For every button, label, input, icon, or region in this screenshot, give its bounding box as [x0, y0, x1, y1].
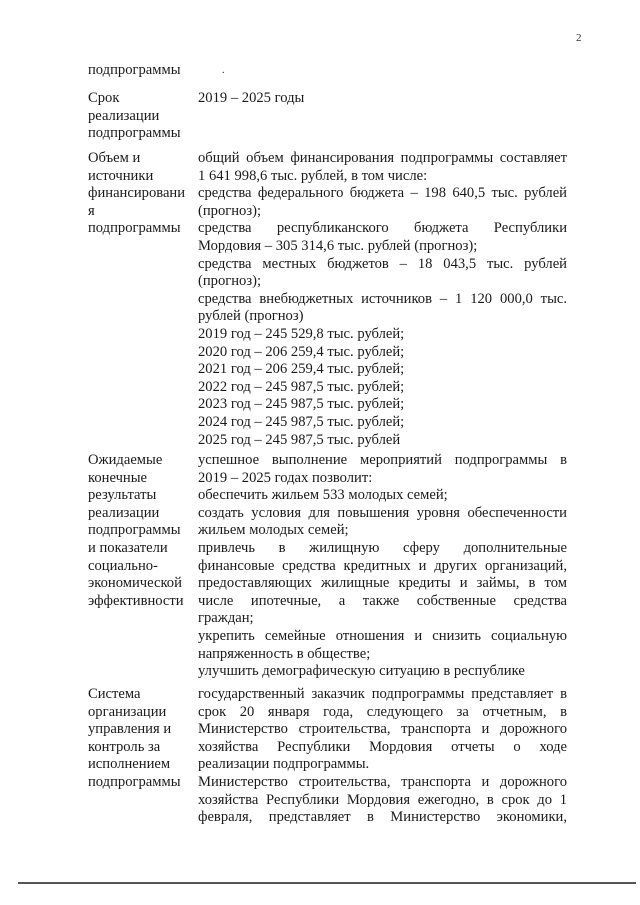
period-value-line: 2019 – 2025 годы [198, 90, 305, 106]
control-label-line: управления и [88, 721, 172, 738]
finance-year-line: 2024 год – 245 987,5 тыс. рублей; [198, 413, 405, 430]
cont-left [88, 62, 196, 80]
results-line: привлечь в жилищную сферу дополнительные [198, 539, 567, 556]
finance-line: средства республиканского бюджета Республики [198, 220, 567, 237]
control-label-line: контроль за [88, 738, 161, 755]
control-label-line: организации [88, 703, 167, 720]
results-line: создать условия для повышения уровня обеспеченности [198, 504, 567, 521]
finance-line: общий объем финансирования подпрограммы составляет [198, 150, 567, 166]
finance-year-line: 2020 год – 206 259,4 тыс. рублей; [198, 343, 405, 360]
cont-left-line: подпрограммы [88, 62, 181, 78]
results-line: улучшить демографическую ситуацию в республике [198, 663, 525, 680]
results-line: напряженность в обществе; [198, 645, 371, 662]
results-line: финансовые средства кредитных и других организаций, [198, 557, 567, 574]
results-line: укрепить семейные отношения и снизить социальную [198, 627, 567, 644]
finance-year-line: 2023 год – 245 987,5 тыс. рублей; [198, 396, 405, 413]
period-label [88, 90, 196, 143]
finance-text [198, 150, 567, 449]
finance-line: (прогноз); [198, 202, 262, 219]
control-line: срок 20 января года, следующего за отчетным, в [198, 703, 567, 720]
finance-line: (прогноз); [198, 273, 262, 290]
results-line: предоставляющих жилищные кредиты и займы, в том [198, 575, 567, 592]
results-label [88, 452, 196, 610]
results-label-line: подпрограммы [88, 522, 181, 539]
control-line: реализации подпрограммы. [198, 756, 370, 773]
finance-label-line: я [88, 202, 95, 219]
finance-line: средства внебюджетных источников – 1 120 000,0 тыс. [198, 290, 567, 307]
results-label-line: эффективности [88, 592, 184, 609]
results-line: числе ипотечные, а также собственные средства [198, 592, 567, 609]
control-label-line: подпрограммы [88, 773, 181, 790]
period-label-line: реализации [88, 107, 160, 124]
stray-mark: . [222, 65, 225, 76]
finance-label-line: Объем и [88, 150, 141, 166]
control-text [198, 686, 567, 827]
control-line: Министерство строительства, транспорта и дорожного [198, 721, 567, 738]
results-label-line: и показатели [88, 539, 168, 556]
results-label-line: результаты [88, 487, 157, 504]
results-line: обеспечить жильем 533 молодых семей; [198, 487, 448, 504]
results-line: жильем молодых семей; [198, 522, 349, 539]
finance-year-line: 2019 год – 245 529,8 тыс. рублей; [198, 325, 405, 342]
finance-label-line: источники [88, 167, 154, 184]
results-text [198, 452, 567, 681]
finance-line: средства федерального бюджета – 198 640,5 тыс. рублей [198, 185, 567, 202]
finance-year-line: 2022 год – 245 987,5 тыс. рублей; [198, 378, 405, 395]
control-label-line: исполнением [88, 756, 171, 773]
finance-year-line: 2021 год – 206 259,4 тыс. рублей; [198, 361, 405, 378]
control-line: хозяйства Республики Мордовия отчеты о ходе [198, 738, 567, 755]
control-line: Министерство строительства, транспорта и дорожного [198, 773, 567, 790]
control-line: государственный заказчик подпрограммы представляет в [198, 686, 567, 702]
period-value [198, 90, 567, 108]
finance-line: рублей (прогноз) [198, 308, 304, 325]
control-label-line: Система [88, 686, 141, 702]
results-label-line: социально- [88, 557, 158, 574]
period-label-line: Срок [88, 90, 120, 106]
finance-line: Мордовия – 305 314,6 тыс. рублей (прогноз); [198, 237, 478, 254]
finance-line: средства местных бюджетов – 18 043,5 тыс. рублей [198, 255, 567, 272]
finance-line: 1 641 998,6 тыс. рублей, в том числе: [198, 167, 428, 184]
control-line: февраля, представляет в Министерство экономики, [198, 809, 567, 826]
results-line: граждан; [198, 610, 254, 627]
results-label-line: конечные [88, 469, 148, 486]
finance-label-line: подпрограммы [88, 220, 181, 237]
scan-edge-line [18, 882, 636, 884]
finance-year-line: 2025 год – 245 987,5 тыс. рублей [198, 431, 401, 448]
control-line: хозяйства Республики Мордовия ежегодно, в срок до 1 [198, 791, 567, 808]
results-line: успешное выполнение мероприятий подпрограммы в [198, 452, 567, 468]
results-label-line: экономической [88, 575, 182, 592]
control-label [88, 686, 196, 792]
finance-label [88, 150, 196, 238]
results-label-line: Ожидаемые [88, 452, 163, 468]
results-line: 2019 – 2025 годах позволит: [198, 469, 373, 486]
finance-label-line: финансировани [88, 185, 186, 202]
results-label-line: реализации [88, 504, 160, 521]
page-number: 2 [576, 32, 582, 44]
period-label-line: подпрограммы [88, 125, 181, 142]
